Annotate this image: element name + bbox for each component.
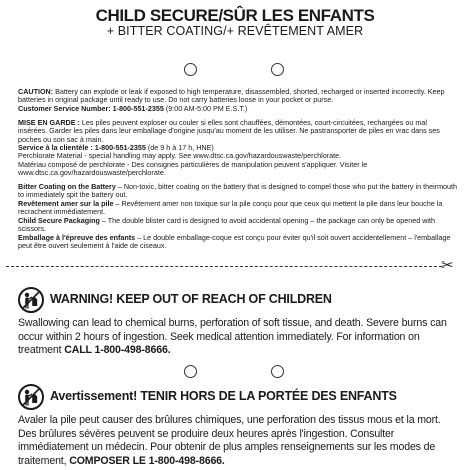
feature-label: Child Secure Packaging: [18, 215, 100, 225]
warning-en-text: Swallowing can lead to chemical burns, perforation of soft tissue, and death. Severe burns can occur within 2 hours of ingestion. Seek medical attention immediately. For information on treatment: [18, 317, 447, 357]
customer-service-label: Customer Service Number: 1-800-551-2355: [18, 103, 164, 113]
mise-en-garde-label: MISE EN GARDE :: [18, 117, 80, 127]
feature-item: [18, 199, 442, 216]
warning-en-body: [18, 317, 458, 358]
caution-paragraph: [18, 88, 458, 113]
mise-en-garde-text: Les piles peuvent exploser ou couler si elles sont chauffées, démontées, court-circuitées, rechargées ou mal insérées. Garder les piles dans leur emballage d'origine jusqu'au moment de les utiliser. Ne pastransporter de piles en vrac dans ses poches ou son sac à main.: [18, 117, 440, 144]
page-title: CHILD SECURE/SÛR LES ENFANTS: [95, 6, 375, 25]
poison-control-phone-fr: COMPOSER LE 1-800-498-8666.: [69, 454, 225, 467]
hang-hole-left: [184, 63, 197, 76]
feature-item: [18, 233, 450, 250]
mise-en-garde-paragraph: [18, 119, 458, 153]
feature-label: Emballage à l'épreuve des enfants: [18, 232, 136, 242]
feature-item: [18, 216, 435, 233]
warning-fr-title: Avertissement! TENIR HORS DE LA PORTÉE DES ENFANTS: [50, 389, 397, 403]
cut-line: [6, 266, 442, 267]
hang-hole-left-lower: [184, 365, 197, 378]
perchlorate-fr: Matériau composé de perchlorate - Des consignes particulières de manipulation peuvent s'appliquer. Visiter le www.dtsc.ca.gov/hazardouswaste/perchlorate.: [18, 159, 368, 178]
customer-service-hours: (9:00 AM-5:00 PM E.S.T.): [165, 103, 248, 113]
warning-fr-body: [18, 414, 458, 468]
scissors-icon: ✂: [441, 256, 454, 274]
perchlorate-en: Perchlorate Material - special handling may apply. See www.dtsc.ca.gov/hazardouswaste/perchlorate.: [18, 151, 342, 161]
fine-print-block: [18, 88, 458, 250]
service-clientele-hours: (de 9 h à 17 h, HNE): [147, 142, 214, 152]
feature-text: – Revêtement amer non toxique sur la pile conçu pour que ceux qui mettent la pile dans leur bouche la recrachent immédiatement.: [18, 198, 443, 217]
feature-label: Revêtement amer sur la pile: [18, 198, 114, 208]
keep-away-from-children-icon: [18, 287, 44, 313]
caution-label: CAUTION:: [18, 87, 54, 96]
feature-text: – Le double emballage-coque est conçu pour éviter qu'il soit ouvert accidentellement – l'emballage peut être ouvert seulement à l'aide de ciseaux.: [18, 232, 451, 250]
page-subtitle: + BITTER COATING/+ REVÊTEMENT AMER: [106, 24, 364, 38]
features-paragraph: [18, 183, 458, 250]
feature-item: [18, 182, 457, 199]
warning-en-header: [18, 287, 458, 315]
feature-label: Bitter Coating on the Battery: [18, 182, 116, 192]
caution-text: Battery can explode or leak if exposed to high temperature, disassembled, shorted, recharged or inserted incorrectly. Keep batteries in original package until ready to use. Do not carry batteries loose in your pocket or purse.: [18, 87, 445, 105]
warning-en-title: WARNING! KEEP OUT OF REACH OF CHILDREN: [50, 292, 332, 306]
feature-text: – The double blister card is designed to avoid accidental opening – the package can only be opened with scissors.: [18, 215, 436, 234]
keep-away-from-children-icon: [18, 384, 44, 410]
warning-fr-text: Avaler la pile peut causer des brûlures chimiques, une perforation des tissus mous et la mort. Des brûlures sévères peuvent se produire deux heures après l'ingestion. Consulter immédiatement un médecin. Pour obtenir de plus amples renseignements sur les modes de traitement,: [18, 414, 441, 467]
feature-text: – Non-toxic, bitter coating on the battery that is designed to compel those who put the battery in theirmouth to immediately spit the battery out.: [18, 182, 458, 200]
hang-hole-right: [271, 63, 284, 76]
warning-fr-header: [18, 384, 458, 412]
perchlorate-paragraph: [18, 152, 458, 177]
poison-control-phone-en: CALL 1-800-498-8666.: [64, 344, 171, 357]
service-clientele-label: Service à la clientèle : 1-800-551-2355: [18, 142, 146, 152]
hang-hole-right-lower: [271, 365, 284, 378]
